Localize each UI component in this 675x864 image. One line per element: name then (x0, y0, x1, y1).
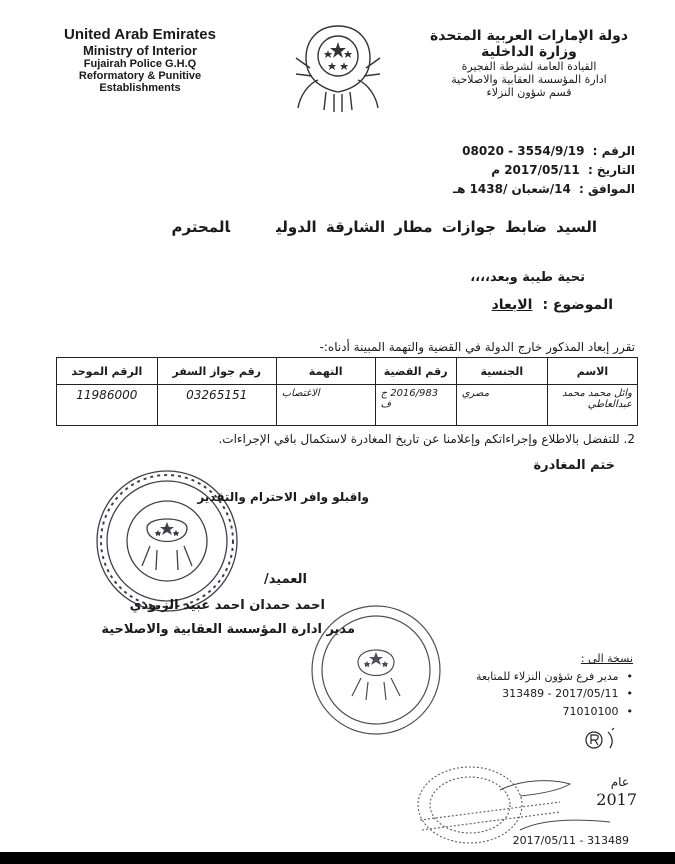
received-year: 2017 (596, 790, 637, 809)
dept-en-2: Establishments (99, 82, 181, 94)
copy-item: •71010100 (562, 704, 633, 718)
scan-edge-bar (0, 852, 675, 864)
closing-respect: واقبلو وافر الاحترام والتقدير (197, 490, 369, 504)
greeting: تحية طيبة وبعد،،،، (470, 270, 585, 285)
ref-date: 2017/05/11 م (491, 163, 580, 178)
table-row (57, 385, 638, 426)
reference-block (449, 142, 635, 200)
subject-label: الموضوع : (542, 297, 613, 313)
ministry-name-en: Ministry of Interior (82, 43, 198, 58)
col-nationality: الجنسية (456, 358, 547, 385)
cell-passport: 03265151 (157, 385, 276, 426)
signer-rank: العميد/ (264, 572, 307, 587)
ref-number-row (449, 142, 635, 161)
col-case-number: رقم القضية (375, 358, 456, 385)
instruction-line (218, 432, 635, 446)
col-passport: رقم جواز السفر (157, 358, 276, 385)
copy-item: •2017/05/11 - 313489 (502, 687, 633, 701)
subject-line (492, 297, 613, 313)
addressee-line (172, 218, 597, 236)
cell-name: وائل محمد محمد عبدالعاطي (547, 385, 637, 426)
cell-case-number: 2016/983 ج ف (375, 385, 456, 426)
header-arabic (419, 28, 639, 99)
col-unified-number: الرقم الموحد (57, 358, 158, 385)
departure-stamp-request: ختم المغادرة (533, 458, 615, 473)
police-hq-en: Fujairah Police G.H.Q (83, 58, 197, 70)
received-label: عام (610, 775, 629, 789)
signer-position: مدير ادارة المؤسسة العقابية والاصلاحية (101, 622, 355, 637)
ministry-round-stamp (306, 600, 446, 740)
table-header-row (57, 358, 638, 385)
official-seal-stamp (92, 466, 242, 616)
signer-name: احمد حمدان احمد عبيد الزيودي (129, 598, 325, 613)
subject-value: الابعاد (491, 297, 533, 313)
received-date: 2017/05/11 - 313489 (512, 834, 629, 847)
header-english (40, 26, 240, 94)
ref-number: 3554/9/19 - 08020 (462, 144, 585, 158)
cell-unified-number: 11986000 (57, 385, 158, 426)
country-name-en: United Arab Emirates (64, 26, 216, 43)
ministry-name-ar: وزارة الداخلية (481, 44, 577, 60)
ref-hijri-label: الموافق : (579, 182, 635, 197)
section-ar: قسم شؤون النزلاء (486, 86, 572, 99)
country-name-ar: دولة الإمارات العربية المتحدة (429, 28, 629, 44)
police-hq-ar: القيادة العامة لشرطة الفجيرة (461, 60, 597, 73)
col-name: الاسم (547, 358, 637, 385)
uae-falcon-emblem (288, 18, 388, 118)
deportee-table (56, 357, 638, 426)
ref-number-label: الرقم : (592, 144, 635, 158)
instruction-text: للتفضل بالاطلاع وإجراءاتكم وإعلامنا عن تاريخ المغادرة لاستكمال باقي الإجراءات. (218, 432, 620, 446)
ref-hijri-row (449, 180, 635, 199)
dept-ar: ادارة المؤسسة العقابية والاصلاحية (451, 73, 607, 86)
dept-en-1: Reformatory & Punitive (78, 70, 202, 82)
copies-title: نسخة الى : (580, 652, 633, 665)
ref-date-label: التاريخ : (587, 163, 635, 178)
ref-date-row (449, 161, 635, 180)
addressee: السيد ضابط جوازات مطار الشارقة الدولي (276, 218, 597, 236)
copy-item: •مدير فرع شؤون النزلاء للمتابعة (476, 669, 633, 683)
honorific: المحترم (171, 218, 231, 236)
initials-mark (578, 720, 638, 760)
cell-charge: الاغتصاب (276, 385, 375, 426)
ref-hijri: 14/شعبان /1438 هـ (452, 182, 571, 197)
copies-block (476, 650, 633, 720)
col-charge: التهمة (276, 358, 375, 385)
decision-text: تقرر إبعاد المذكور خارج الدولة في القضية والتهمة المبينة أدناه:- (319, 340, 635, 354)
cell-nationality: مصري (456, 385, 547, 426)
instruction-number: 2. (623, 432, 635, 446)
